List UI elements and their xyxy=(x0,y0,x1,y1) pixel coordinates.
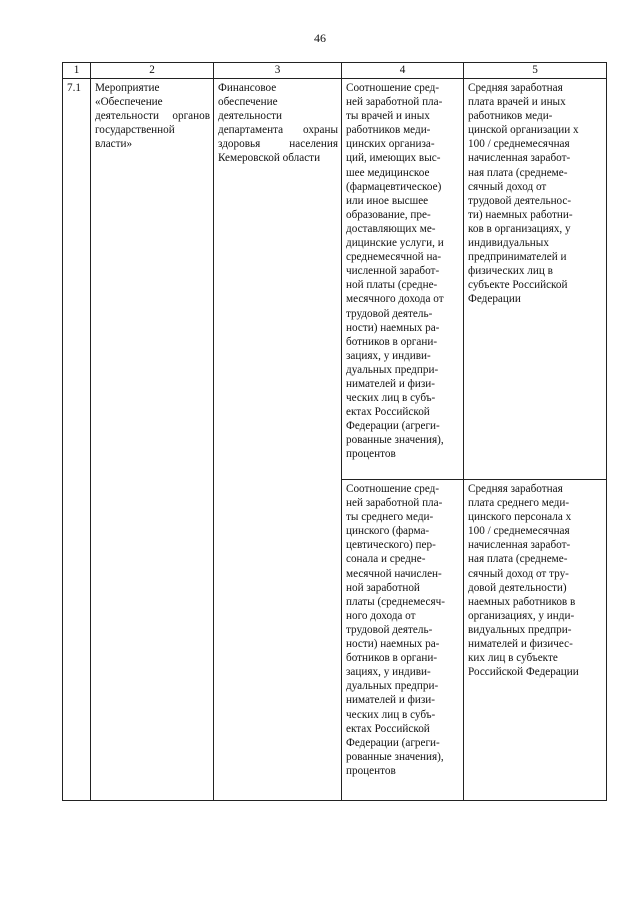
funding-description: Финансовое обеспечение деятельности департамента охраны здоровья населения Кемеровской области xyxy=(214,79,342,801)
event-name: Мероприятие «Обеспечение деятельности органов государственной власти» xyxy=(91,79,214,801)
column-header: 1 xyxy=(63,63,91,79)
row-number: 7.1 xyxy=(63,79,91,801)
table-row xyxy=(63,79,607,480)
indicators-table xyxy=(62,62,607,801)
indicator-formula: Средняя заработная плата среднего меди- цинского персонала х 100 / среднемесячная начисленная заработ- ная плата (среднеме- сячный доход от тру- довой деятельности) наемных работников в организациях, у инди- видуальных предпри- нимателей и физичес- ких лиц в субъекте Российской Федерации xyxy=(464,480,607,801)
column-header: 3 xyxy=(214,63,342,79)
column-header: 4 xyxy=(342,63,464,79)
table-header-row xyxy=(63,63,607,79)
page-number: 46 xyxy=(314,31,326,45)
indicator-name: Соотношение сред- ней заработной пла- ты среднего меди- цинского (фарма- цевтического) пер- сонала и средне- месячной начислен- ной заработной платы (среднемесяч- ного дохода от трудовой деятель- ности) наемных ра- ботников в органи- зациях, у индиви- дуальных предпри- нимателей и физи- ческих лиц в субъ- ектах Российской Федерации (агреги- рованные значения), процентов xyxy=(342,480,464,801)
column-header: 2 xyxy=(91,63,214,79)
indicator-name: Соотношение сред- ней заработной пла- ты врачей и иных работников меди- цинских организа- ций, имеющих выс- шее медицинское (фармацевтическое) или иное высшее образование, пре- доставляющих ме- дицинские услуги, и среднемесячной на- численной заработ- ной платы (средне- месячного дохода от трудовой деятель- ности) наемных ра- ботников в органи- зациях, у индиви- дуальных предпри- нимателей и физи- ческих лиц в субъ- ектах Российской Федерации (агреги- рованные значения), процентов xyxy=(342,79,464,480)
column-header: 5 xyxy=(464,63,607,79)
indicator-formula: Средняя заработная плата врачей и иных работников меди- цинской организации х 100 / среднемесячная начисленная заработ- ная плата (среднеме- сячный доход от трудовой деятельнос- ти) наемных работни- ков в организациях, у индивидуальных предпринимателей и физических лиц в субъекте Российской Федерации xyxy=(464,79,607,480)
